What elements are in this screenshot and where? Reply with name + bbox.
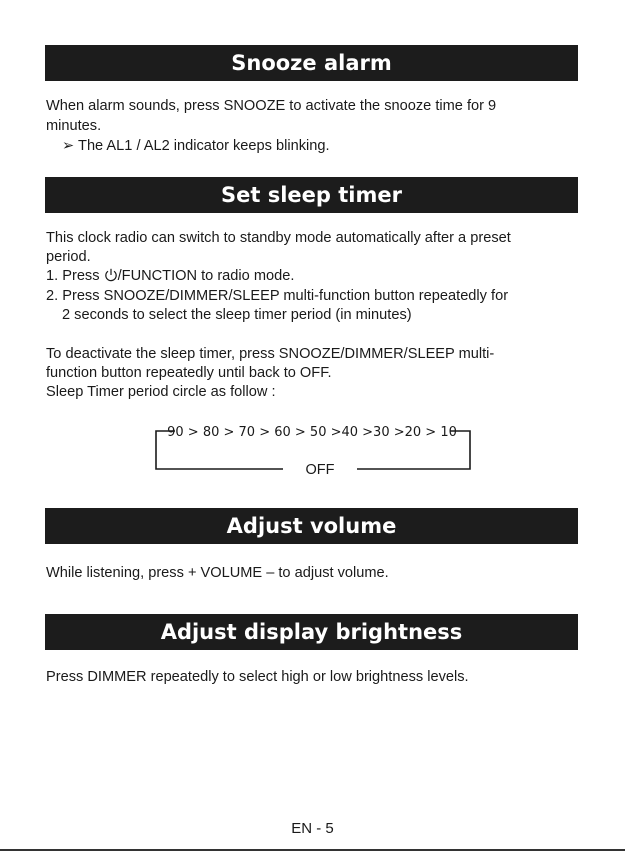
adjust-volume-heading: Adjust volume	[45, 508, 578, 544]
sleep-cycle-label: Sleep Timer period circle as follow :	[46, 384, 276, 400]
sleep-step-2-line-1: 2. Press SNOOZE/DIMMER/SLEEP multi-function button repeatedly for	[46, 288, 509, 304]
snooze-note	[62, 137, 330, 157]
cycle-left-bracket	[156, 431, 283, 469]
sleep-intro-line-1: This clock radio can switch to standby mode automatically after a preset	[46, 230, 511, 246]
snooze-alarm-heading: Snooze alarm	[45, 45, 578, 81]
cycle-right-bracket	[357, 431, 470, 469]
sleep-step-2-line-2: 2 seconds to select the sleep timer period (in minutes)	[62, 307, 412, 323]
adjust-brightness-heading: Adjust display brightness	[45, 614, 578, 650]
volume-text: While listening, press + VOLUME – to adjust volume.	[46, 565, 389, 581]
sleep-intro-line-2: period.	[46, 249, 91, 265]
snooze-text-line-2: minutes.	[46, 118, 102, 134]
step-1-suffix: /FUNCTION to radio mode.	[117, 268, 295, 284]
page-number: EN - 5	[291, 820, 334, 837]
sleep-deactivate-line-2: function button repeatedly until back to OFF.	[46, 365, 332, 381]
cycle-off-label: OFF	[305, 462, 335, 478]
arrow-bullet-icon: ➢	[62, 138, 75, 154]
step-1-prefix: 1. Press	[46, 268, 104, 284]
sleep-deactivate-line-1: To deactivate the sleep timer, press SNOOZE/DIMMER/SLEEP multi-	[46, 346, 495, 362]
cycle-sequence: 90 > 80 > 70 > 60 > 50 >40 >30 >20 > 10	[167, 425, 457, 440]
sleep-timer-heading: Set sleep timer	[45, 177, 578, 213]
snooze-note-text: The AL1 / AL2 indicator keeps blinking.	[78, 138, 330, 154]
power-icon	[104, 268, 118, 282]
sleep-step-1	[46, 267, 294, 287]
brightness-text: Press DIMMER repeatedly to select high or low brightness levels.	[46, 669, 469, 685]
snooze-text-line-1: When alarm sounds, press SNOOZE to activate the snooze time for 9	[46, 98, 497, 114]
